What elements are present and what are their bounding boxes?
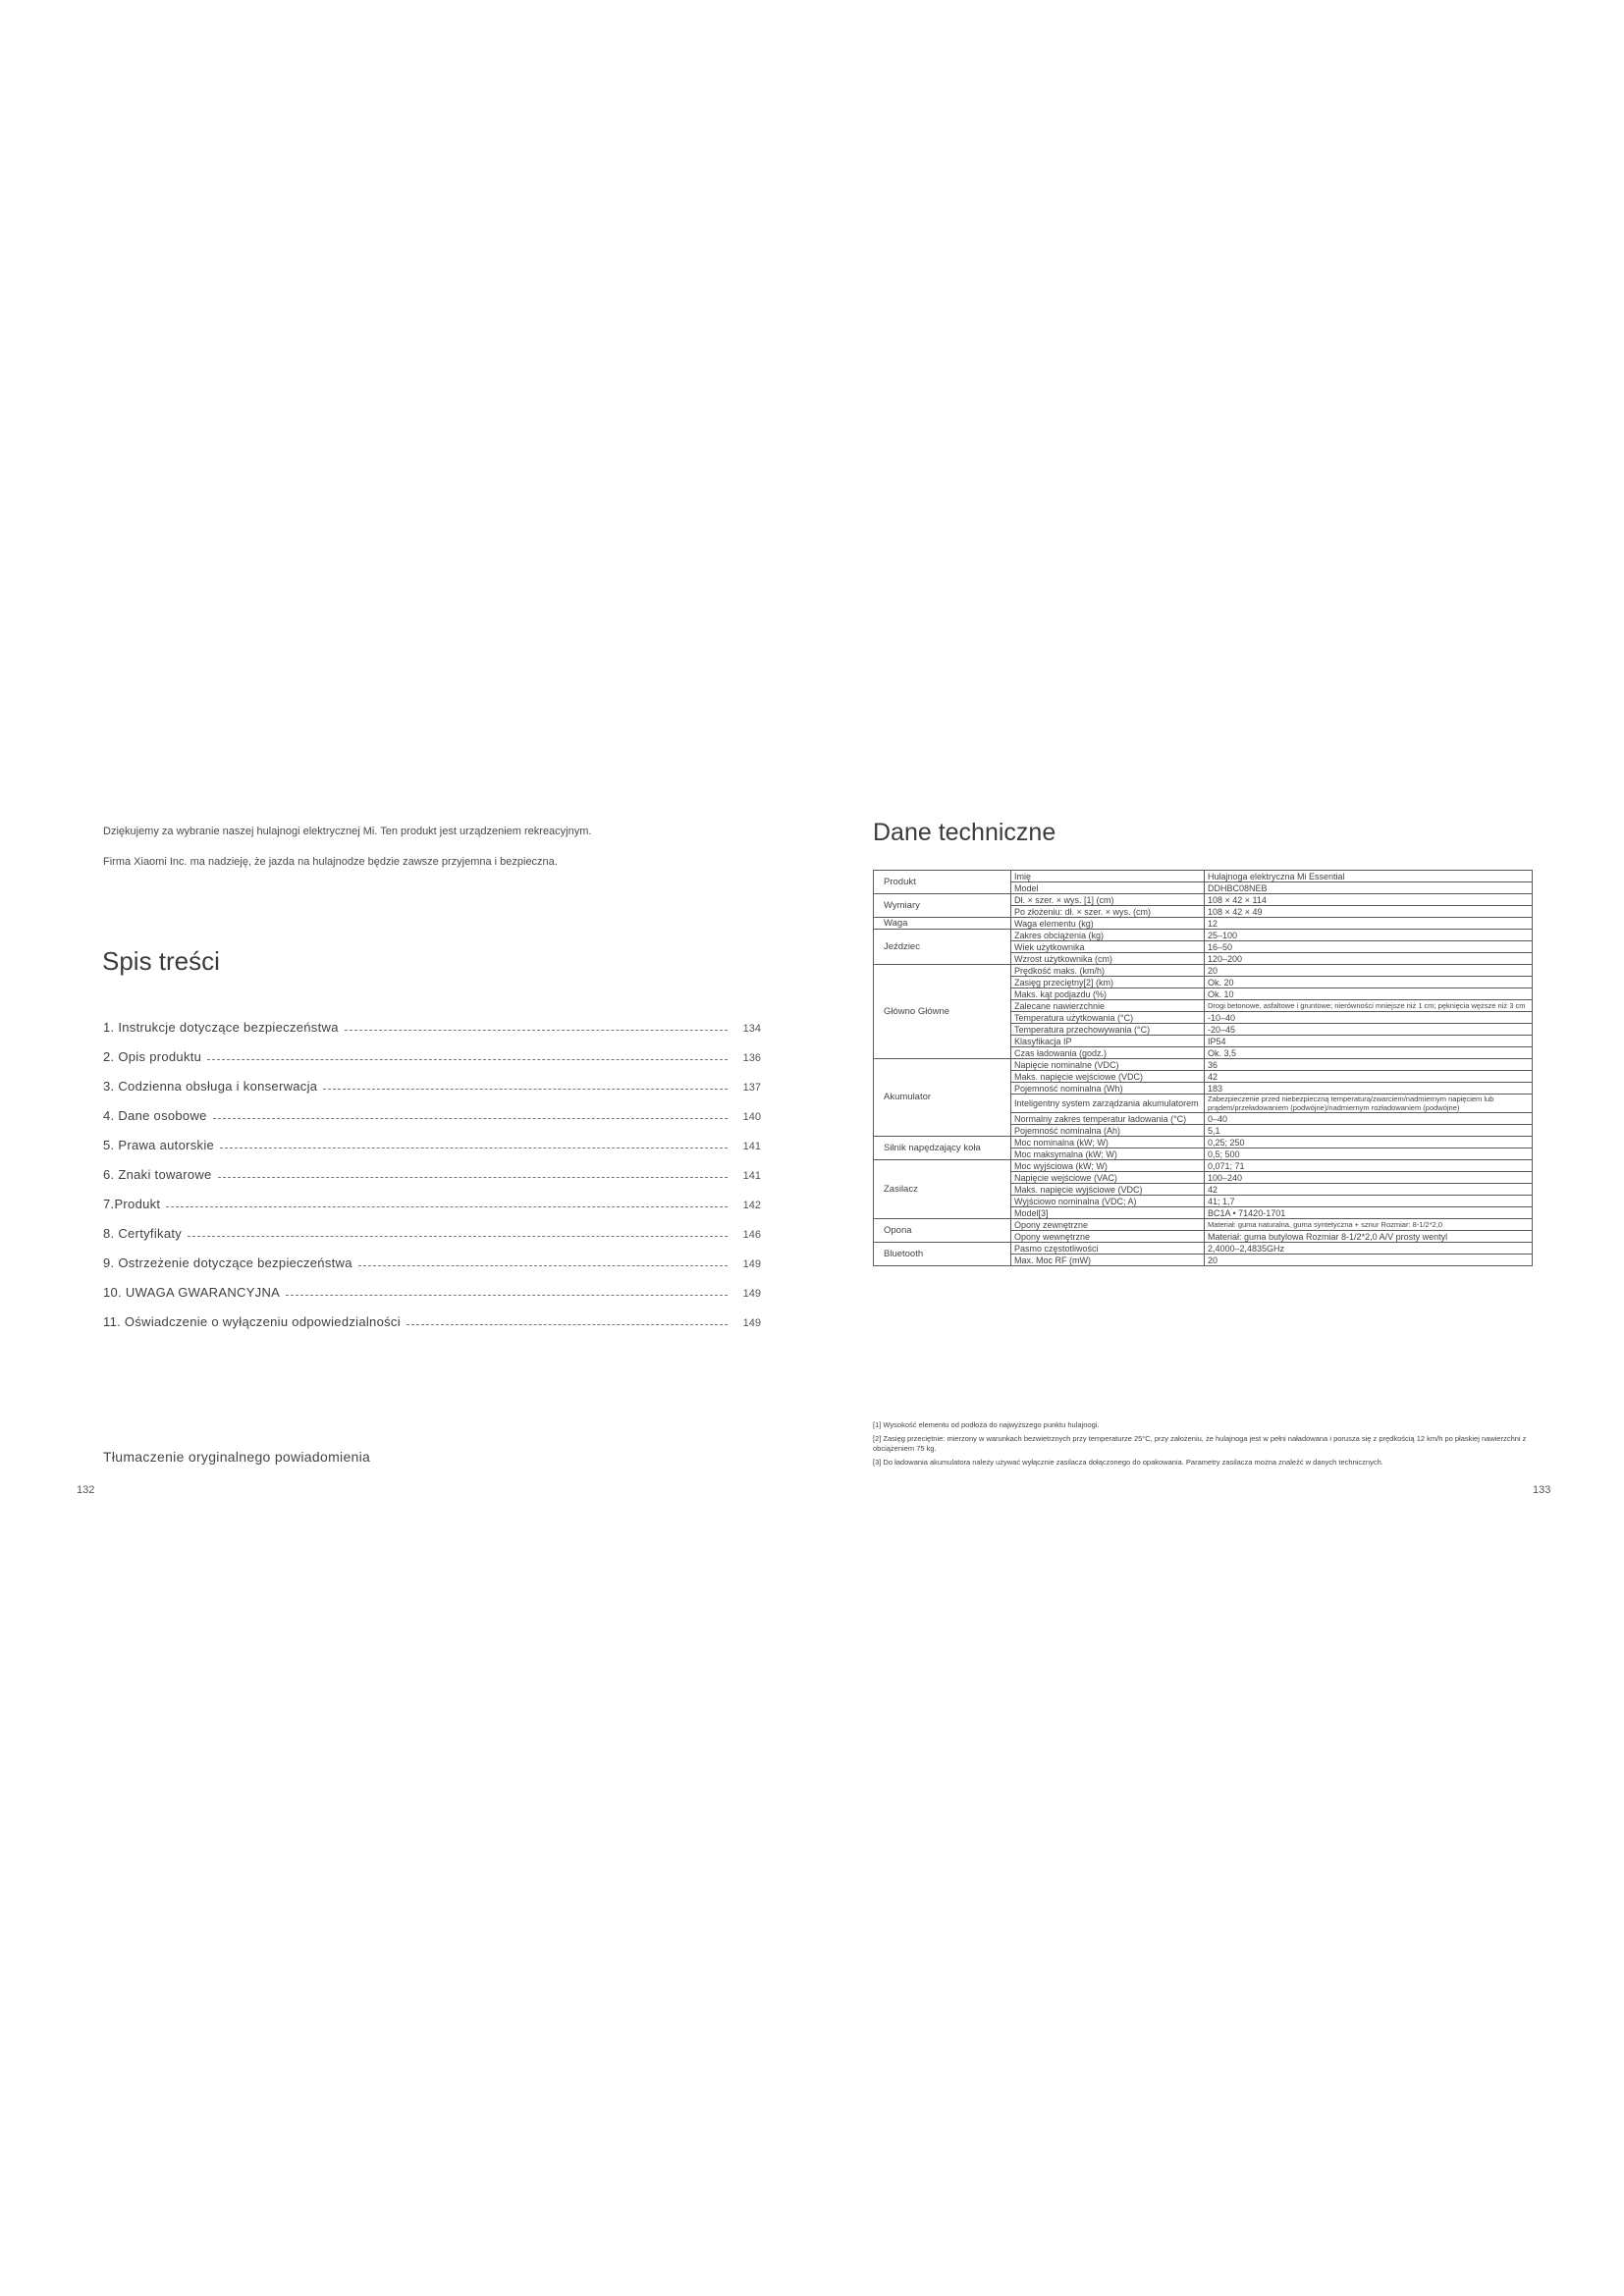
spec-parameter: Max. Moc RF (mW) <box>1011 1255 1205 1266</box>
spec-parameter: Pojemność nominalna (Ah) <box>1011 1125 1205 1137</box>
toc-leader-dots <box>358 1265 728 1266</box>
spec-category: Akumulator <box>874 1059 1011 1137</box>
spec-value: 108 × 42 × 49 <box>1205 906 1533 918</box>
spec-value: Ok. 20 <box>1205 977 1533 988</box>
spec-title: Dane techniczne <box>873 819 1056 846</box>
toc-item-page: 141 <box>742 1170 761 1182</box>
spec-parameter: Maks. napięcie wyjściowe (VDC) <box>1011 1184 1205 1196</box>
translation-note: Tłumaczenie oryginalnego powiadomienia <box>103 1449 371 1465</box>
toc-item[interactable] <box>103 1094 761 1123</box>
spec-parameter: Temperatura przechowywania (°C) <box>1011 1024 1205 1036</box>
spec-value: 0,071; 71 <box>1205 1160 1533 1172</box>
spec-value: 0,25; 250 <box>1205 1137 1533 1148</box>
spec-value: 25–100 <box>1205 930 1533 941</box>
spec-value: 2,4000–2,4835GHz <box>1205 1243 1533 1255</box>
spec-parameter: Moc maksymalna (kW; W) <box>1011 1148 1205 1160</box>
spec-value: Ok. 3,5 <box>1205 1047 1533 1059</box>
spec-row <box>874 1137 1533 1148</box>
spec-category: Zasilacz <box>874 1160 1011 1219</box>
spec-value: 42 <box>1205 1184 1533 1196</box>
spec-parameter: Pojemność nominalna (Wh) <box>1011 1083 1205 1095</box>
toc-item-label: 1. Instrukcje dotyczące bezpieczeństwa <box>103 1020 339 1035</box>
spec-parameter: Zakres obciążenia (kg) <box>1011 930 1205 941</box>
spec-row <box>874 1059 1533 1071</box>
toc-item-page: 134 <box>742 1023 761 1035</box>
toc-leader-dots <box>218 1177 728 1178</box>
spec-value: 36 <box>1205 1059 1533 1071</box>
page-number-right: 133 <box>1533 1484 1551 1496</box>
toc-title: Spis treści <box>102 946 220 976</box>
spec-category: Jeździec <box>874 930 1011 965</box>
footnotes <box>873 1420 1560 1471</box>
spec-value: 42 <box>1205 1071 1533 1083</box>
spec-row <box>874 918 1533 930</box>
spec-parameter: Model[3] <box>1011 1207 1205 1219</box>
toc-item[interactable] <box>103 1064 761 1094</box>
toc-item-page: 142 <box>742 1200 761 1211</box>
toc-leader-dots <box>345 1030 728 1031</box>
spec-category: Opona <box>874 1219 1011 1243</box>
spec-parameter: Napięcie nominalne (VDC) <box>1011 1059 1205 1071</box>
toc-item-page: 146 <box>742 1229 761 1241</box>
toc-leader-dots <box>286 1295 728 1296</box>
toc-item[interactable] <box>103 1241 761 1270</box>
spec-value: Hulajnoga elektryczna Mi Essential <box>1205 871 1533 882</box>
toc-leader-dots <box>188 1236 728 1237</box>
toc-item-page: 137 <box>742 1082 761 1094</box>
toc-item-page: 140 <box>742 1111 761 1123</box>
spec-value: Materiał: guma naturalna, guma syntetyczna + sznur Rozmiar: 8-1/2*2,0 <box>1205 1219 1533 1231</box>
intro-text-2: Firma Xiaomi Inc. ma nadzieję, że jazda na hulajnodze będzie zawsze przyjemna i bezpieczna. <box>103 856 558 868</box>
spec-value: Zabezpieczenie przed niebezpieczną temperaturą/zwarciem/nadmiernym napięciem lub prądem/przeładowaniem (podwójne)/nadmiernym rozładowaniem (podwójne) <box>1205 1095 1533 1113</box>
spec-parameter: Normalny zakres temperatur ładowania (°C) <box>1011 1113 1205 1125</box>
toc-item[interactable] <box>103 1211 761 1241</box>
toc-item-label: 9. Ostrzeżenie dotyczące bezpieczeństwa <box>103 1255 352 1270</box>
spec-parameter: Opony zewnętrzne <box>1011 1219 1205 1231</box>
spec-value: -10–40 <box>1205 1012 1533 1024</box>
footnote: [3] Do ładowania akumulatora należy używać wyłącznie zasilacza dołączonego do opakowania. Parametry zasilacza można znaleźć w danych technicznych. <box>873 1458 1383 1467</box>
toc-item-label: 2. Opis produktu <box>103 1049 202 1064</box>
spec-value: BC1A • 71420-1701 <box>1205 1207 1533 1219</box>
spec-parameter: Prędkość maks. (km/h) <box>1011 965 1205 977</box>
spec-value: 20 <box>1205 965 1533 977</box>
toc-leader-dots <box>406 1324 728 1325</box>
toc-leader-dots <box>323 1089 728 1090</box>
toc-item[interactable] <box>103 1005 761 1035</box>
spec-parameter: Maks. kąt podjazdu (%) <box>1011 988 1205 1000</box>
footnote: [1] Wysokość elementu od podłoża do najwyższego punktu hulajnogi. <box>873 1420 1100 1429</box>
toc-item-label: 11. Oświadczenie o wyłączeniu odpowiedzialności <box>103 1314 401 1329</box>
spec-value: 0,5; 500 <box>1205 1148 1533 1160</box>
spec-parameter: Pasmo częstotliwości <box>1011 1243 1205 1255</box>
spec-table <box>873 870 1533 1266</box>
spec-value: DDHBC08NEB <box>1205 882 1533 894</box>
toc-item[interactable] <box>103 1270 761 1300</box>
spec-row <box>874 871 1533 882</box>
spec-value: Materiał: guma butylowa Rozmiar 8-1/2*2,0 A/V prosty wentyl <box>1205 1231 1533 1243</box>
spec-category: Waga <box>874 918 1011 930</box>
spec-value: IP54 <box>1205 1036 1533 1047</box>
toc-item-label: 5. Prawa autorskie <box>103 1138 215 1152</box>
spec-parameter: Po złożeniu: dł. × szer. × wys. (cm) <box>1011 906 1205 918</box>
spec-row <box>874 930 1533 941</box>
toc-item[interactable] <box>103 1300 761 1329</box>
spec-parameter: Waga elementu (kg) <box>1011 918 1205 930</box>
spec-value: 16–50 <box>1205 941 1533 953</box>
spec-category: Główno Główne <box>874 965 1011 1059</box>
spec-category: Silnik napędzający koła <box>874 1137 1011 1160</box>
spec-row <box>874 1160 1533 1172</box>
spec-parameter: Imię <box>1011 871 1205 882</box>
footnote: [2] Zasięg przeciętnie: mierzony w warunkach bezwietrznych przy temperaturze 25°C, przy założeniu, że hulajnoga jest w pełni naładowana i porusza się z prędkością 12 km/h po płaskiej nawierzchni z obciążeniem 75 kg. <box>873 1434 1527 1453</box>
spec-parameter: Temperatura użytkowania (°C) <box>1011 1012 1205 1024</box>
spec-value: 183 <box>1205 1083 1533 1095</box>
toc-item[interactable] <box>103 1035 761 1064</box>
spec-row <box>874 1243 1533 1255</box>
toc-item-label: 4. Dane osobowe <box>103 1108 207 1123</box>
toc-item[interactable] <box>103 1182 761 1211</box>
spec-value: Drogi betonowe, asfaltowe i gruntowe; nierówności mniejsze niż 1 cm; pęknięcia węższe niż 3 cm <box>1205 1000 1533 1012</box>
spec-value: 108 × 42 × 114 <box>1205 894 1533 906</box>
spec-row <box>874 894 1533 906</box>
spec-value: 0–40 <box>1205 1113 1533 1125</box>
right-page <box>812 0 1624 2296</box>
spec-value: Ok. 10 <box>1205 988 1533 1000</box>
toc-item-page: 149 <box>742 1317 761 1329</box>
spec-value: 100–240 <box>1205 1172 1533 1184</box>
toc-item-page: 149 <box>742 1258 761 1270</box>
spec-parameter: Dł. × szer. × wys. [1] (cm) <box>1011 894 1205 906</box>
toc-item-label: 8. Certyfikaty <box>103 1226 183 1241</box>
toc-item-label: 6. Znaki towarowe <box>103 1167 212 1182</box>
spec-value: 20 <box>1205 1255 1533 1266</box>
page-number-left: 132 <box>77 1484 95 1496</box>
spec-category: Bluetooth <box>874 1243 1011 1266</box>
spec-value: 41; 1,7 <box>1205 1196 1533 1207</box>
spec-parameter: Opony wewnętrzne <box>1011 1231 1205 1243</box>
spec-parameter: Wiek użytkownika <box>1011 941 1205 953</box>
toc-item[interactable] <box>103 1152 761 1182</box>
table-of-contents <box>103 1005 761 1329</box>
spec-value: -20–45 <box>1205 1024 1533 1036</box>
toc-leader-dots <box>213 1118 728 1119</box>
toc-item-page: 149 <box>742 1288 761 1300</box>
spec-parameter: Wyjściowo nominalna (VDC; A) <box>1011 1196 1205 1207</box>
toc-item-label: 3. Codzienna obsługa i konserwacja <box>103 1079 318 1094</box>
toc-item-label: 7.Produkt <box>103 1197 161 1211</box>
toc-leader-dots <box>207 1059 728 1060</box>
spec-parameter: Czas ładowania (godz.) <box>1011 1047 1205 1059</box>
spec-row <box>874 1219 1533 1231</box>
spec-parameter: Napięcie wejściowe (VAC) <box>1011 1172 1205 1184</box>
toc-item-page: 136 <box>742 1052 761 1064</box>
spec-category: Produkt <box>874 871 1011 894</box>
toc-item-page: 141 <box>742 1141 761 1152</box>
spec-parameter: Model <box>1011 882 1205 894</box>
spec-category: Wymiary <box>874 894 1011 918</box>
spec-parameter: Maks. napięcie wejściowe (VDC) <box>1011 1071 1205 1083</box>
spec-row <box>874 965 1533 977</box>
spec-value: 120–200 <box>1205 953 1533 965</box>
spec-value: 5,1 <box>1205 1125 1533 1137</box>
spec-parameter: Klasyfikacja IP <box>1011 1036 1205 1047</box>
spec-parameter: Zalecane nawierzchnie <box>1011 1000 1205 1012</box>
spec-parameter: Moc wyjściowa (kW; W) <box>1011 1160 1205 1172</box>
toc-item-label: 10. UWAGA GWARANCYJNA <box>103 1285 281 1300</box>
spec-parameter: Inteligentny system zarządzania akumulatorem <box>1011 1095 1205 1113</box>
spec-parameter: Moc nominalna (kW; W) <box>1011 1137 1205 1148</box>
toc-item[interactable] <box>103 1123 761 1152</box>
spec-parameter: Zasięg przeciętny[2] (km) <box>1011 977 1205 988</box>
spec-parameter: Wzrost użytkownika (cm) <box>1011 953 1205 965</box>
spec-value: 12 <box>1205 918 1533 930</box>
intro-text-1: Dziękujemy za wybranie naszej hulajnogi elektrycznej Mi. Ten produkt jest urządzeniem rekreacyjnym. <box>103 826 592 837</box>
toc-leader-dots <box>166 1206 728 1207</box>
